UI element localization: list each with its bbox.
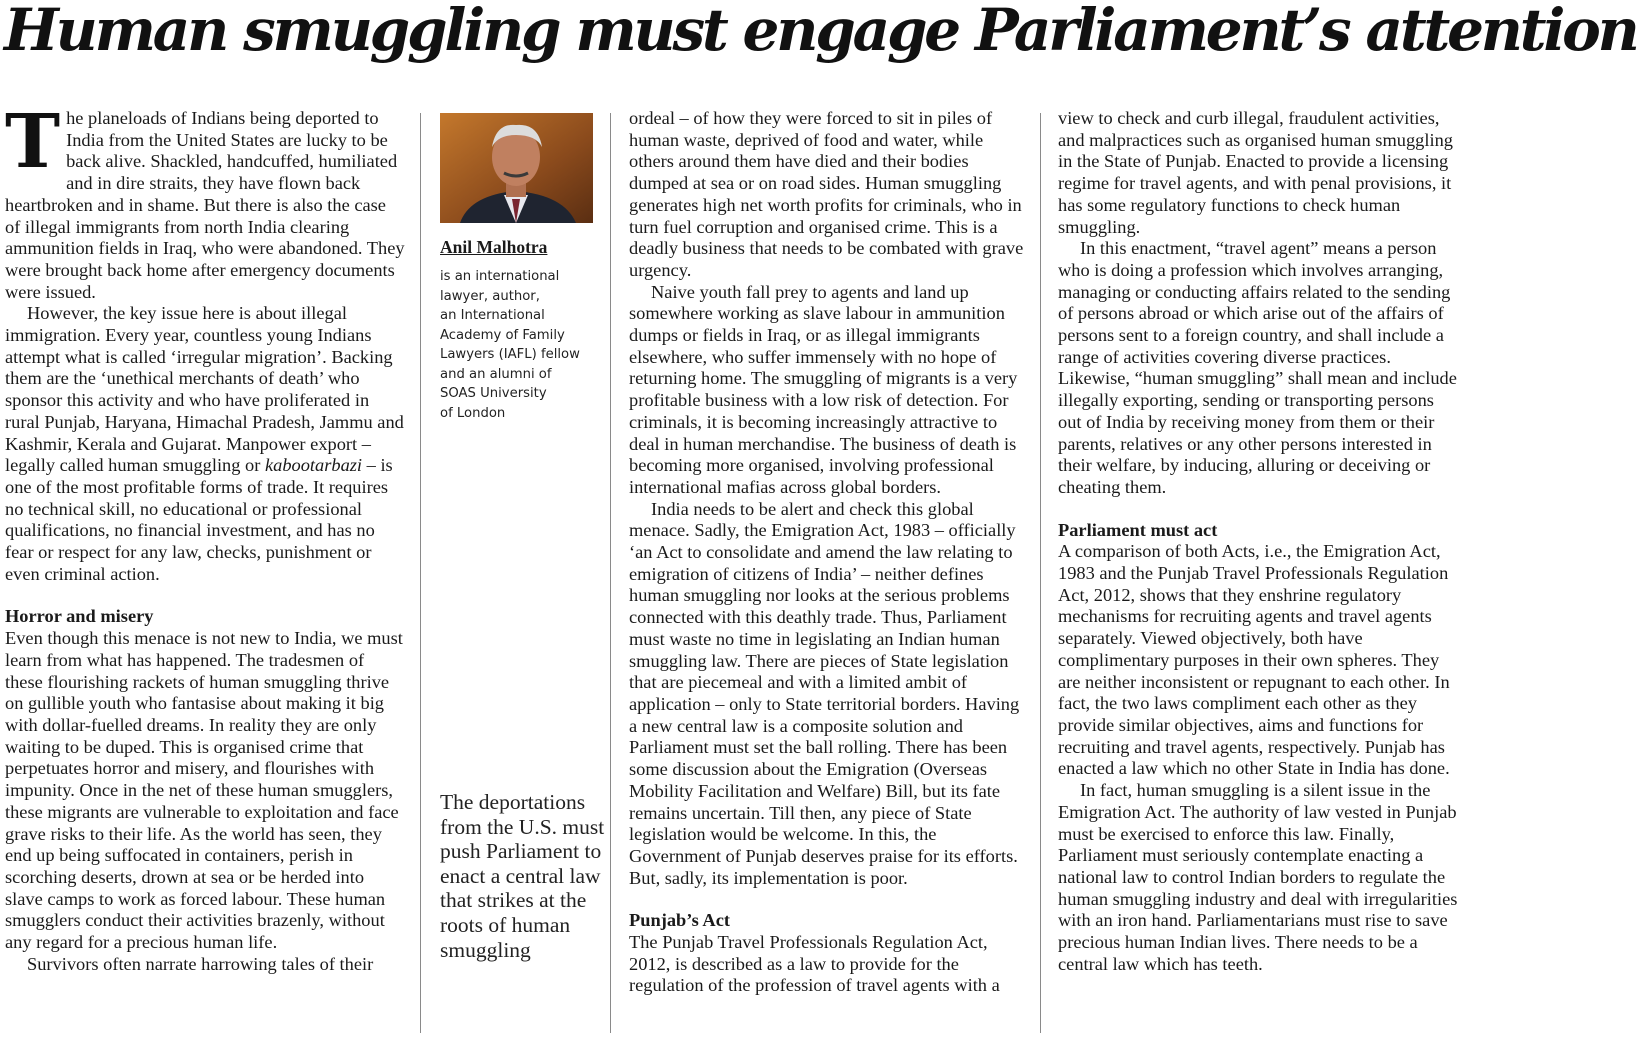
author-photo [440,113,593,223]
paragraph-9: A comparison of both Acts, i.e., the Emigration Act, 1983 and the Punjab Travel Professionals Regulation Act, 2012, shows that they enshrine regulatory mechanisms for recruiting agents and travel agents separately. Viewed objectively, both have complimentary purposes in their own spheres. They are neither inconsistent or repugnant to each other. In fact, the two laws compliment each other as they provide similar objectives, aims and functions for recruiting and travel agents, respectively. Punjab has enacted a law which no other State in India has done. [1058,541,1450,779]
author-bio-line: an International [440,308,545,323]
author-bio-line: lawyer, author, [440,288,540,304]
kabootarbazi-term: kabootarbazi [264,455,363,476]
column-rule [420,113,421,1033]
subhead-punjabs-act: Punjab’s Act [629,910,730,931]
paragraph-2 [5,303,405,585]
author-bio [440,267,590,423]
article-column-3 [629,108,1031,1036]
paragraph-2-text-a: However, the key issue here is about illegal immigration. Every year, countless young Indians attempt what is called ‘irregular migration’. Backing them are the ‘unethical merchants of death’ who sponsor this activity and who have proliferated in rural Punjab, Haryana, Himachal Pradesh, Jammu and Kashmir, Kerala and Gujarat. Manpower export – legally called human smuggling or [5,303,404,476]
paragraph-3: Even though this menace is not new to India, we must learn from what has happened. The tradesmen of these flourishing rackets of human smuggling thrive on gullible youth who fantasise about making it big with dollar-fuelled dreams. In reality they are only waiting to be duped. This is organised crime that perpetuates horror and misery, and flourishes with impunity. Once in the net of these human smugglers, these migrants are vulnerable to exploitation and face grave risks to their life. As the world has seen, they end up being suffocated in containers, perish in scorching deserts, drown at sea or be herded into slave camps to work as forced labour. These human smugglers conduct their activities brazenly, without any regard for a precious human life. [5,628,403,953]
drop-cap: T [5,99,61,185]
paragraph-7-start: The Punjab Travel Professionals Regulation Act, 2012, is described as a law to provide for the regulation of the profession of travel agents with a [629,932,1000,996]
column-rule [1040,113,1041,1033]
author-name: Anil Malhotra [440,237,548,257]
byline-column [440,113,600,423]
author-bio-line: is an international [440,269,560,284]
paragraph-10: In fact, human smuggling is a silent issue in the Emigration Act. The authority of law vested in Punjab must be exercised to enforce this law. Finally, Parliament must seriously contemplate enacting a national law to control Indian borders to regulate the human smuggling industry and deal with irregularities with an iron hand. Parliamentarians must rise to save precious human Indian lives. There needs to be a central law which has teeth. [1058,780,1458,974]
paragraph-4-start: Survivors often narrate harrowing tales of their [27,953,374,974]
author-bio-line: SOAS University [440,386,547,401]
subhead-parliament-must-act: Parliament must act [1058,519,1218,540]
pull-quote: The deportations from the U.S. must push Parliament to enact a central law that strikes at the roots of human smuggling [440,790,605,962]
paragraph-8: In this enactment, “travel agent” means a person who is doing a profession which involves arranging, managing or conducting affairs related to the sending of persons abroad or which arise out of the affairs of persons sent to a foreign country, and shall include a range of activities covering diverse practices. Likewise, “human smuggling” shall mean and include illegally exporting, sending or transporting persons out of India by receiving money from them or their parents, relatives or any other persons interested in their welfare, by inducing, alluring or deceiving or cheating them. [1058,238,1457,497]
article-column-1 [5,99,405,1036]
paragraph-6: India needs to be alert and check this global menace. Sadly, the Emigration Act, 1983 – officially ‘an Act to consolidate and amend the law relating to emigration of citizens of India’ – neither defines human smuggling nor looks at the serious problems connected with this deathly trade. Thus, Parliament must waste no time in legislating an Indian human smuggling law. There are pieces of State legislation that are piecemeal and with a limited ambit of application – only to State territorial borders. Having a new central law is a composite solution and Parliament must set the ball rolling. There has been some discussion about the Emigration (Overseas Mobility Facilitation and Welfare) Bill, but its fate remains uncertain. Till then, any piece of State legislation would be welcome. In this, the Government of Punjab deserves praise for its efforts. But, sadly, its implementation is poor. [629,498,1020,888]
author-bio-line: of London [440,405,506,421]
article-column-4 [1058,108,1458,1036]
paragraph-4-end: ordeal – of how they were forced to sit in piles of human waste, deprived of food and water, while others around them have died and their bodies dumped at sea or on road sides. Human smuggling generates high net worth profits for criminals, who in turn fuel corruption and organised crime. This is a deadly business that needs to be combated with grave urgency. [629,108,1024,280]
paragraph-1-text: he planeloads of Indians being deported to India from the United States are lucky to be back alive. Shackled, handcuffed, humiliated and in dire straits, they have flown back heartbroken and in shame. But there is also the case of illegal immigrants from north India clearing ammunition fields in Iraq, who were abandoned. They were brought back home after emergency documents were issued. [5,108,405,302]
author-bio-line: Academy of Family [440,327,565,343]
column-rule [610,113,611,1033]
paragraph-5: Naive youth fall prey to agents and land up somewhere working as slave labour in ammunition dumps or fields in Iraq, or as illegal immigrants elsewhere, who suffer immensely with no hope of returning home. The smuggling of migrants is a very profitable business with a low risk of detection. For criminals, it is becoming increasingly attractive to deal in human merchandise. The business of death is becoming more organised, involving professional international mafias across global borders. [629,281,1018,497]
author-bio-line: Lawyers (IAFL) fellow [440,347,580,362]
paragraph-2-text-b: – is one of the most profitable forms of trade. It requires no technical skill, no educational or professional qualifications, no financial investment, and has no fear or respect for any law, checks, punishment or even criminal action. [5,455,393,584]
headline: Human smuggling must engage Parliament’s attention [4,0,1637,64]
subhead-horror-and-misery: Horror and misery [5,606,154,627]
author-bio-line: and an alumni of [440,366,552,382]
paragraph-7-end: view to check and curb illegal, fraudulent activities, and malpractices such as organised human smuggling in the State of Punjab. Enacted to provide a licensing regime for travel agents, and with penal provisions, it has some regulatory functions to check human smuggling. [1058,108,1453,237]
paragraph-1 [5,99,405,303]
